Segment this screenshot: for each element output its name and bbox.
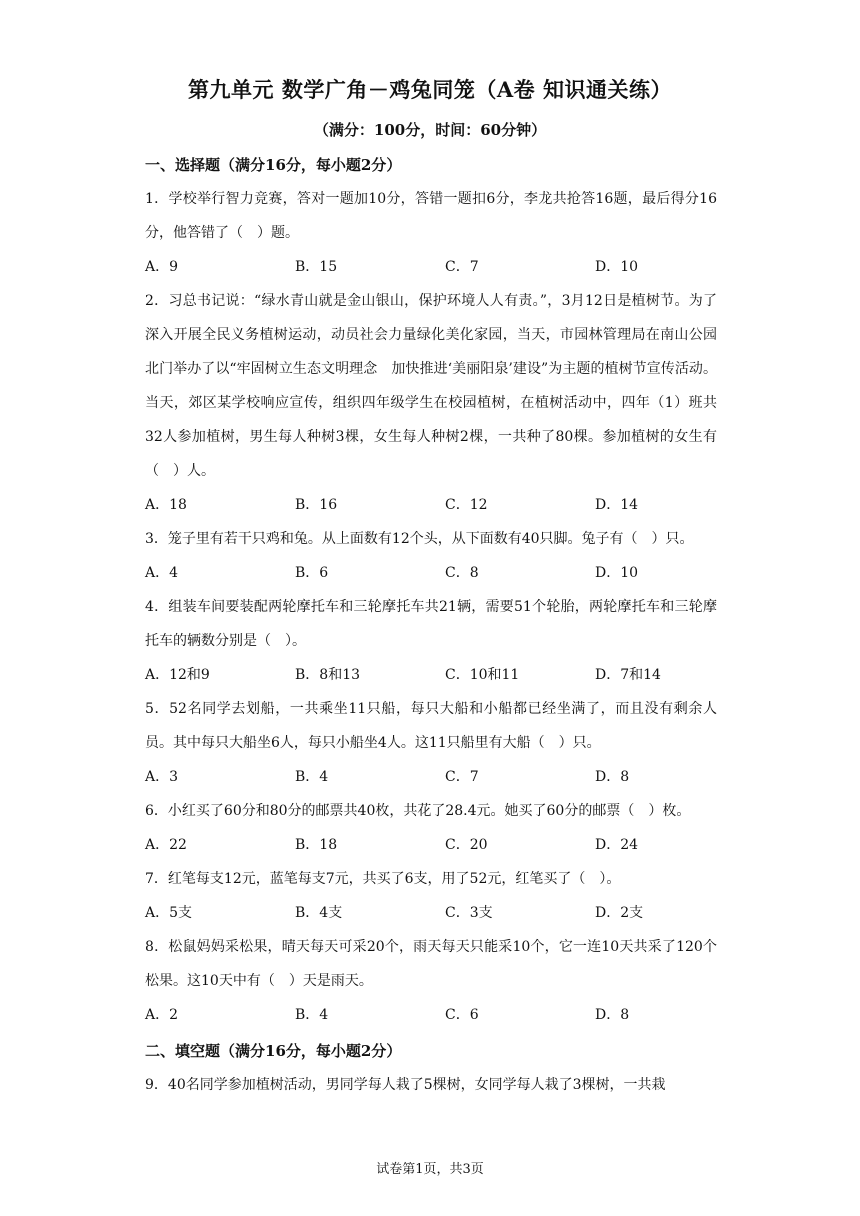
option-c[interactable]: C．12: [445, 497, 488, 513]
question-2: [145, 284, 717, 522]
question-1: [145, 182, 717, 284]
options-row: [145, 488, 717, 522]
question-4: [145, 590, 717, 692]
question-5: [145, 692, 717, 794]
option-b[interactable]: B．16: [295, 497, 338, 513]
question-text: 6．小红买了60分和80分的邮票共40枚，共花了28.4元。她买了60分的邮票（ ）枚。: [145, 803, 691, 819]
question-text: 7．红笔每支12元，蓝笔每支7元，共买了6支，用了52元，红笔买了（ ）。: [145, 871, 621, 887]
options-row: [145, 896, 717, 930]
options-row: [145, 658, 717, 692]
option-b[interactable]: B．4支: [295, 905, 343, 921]
option-d[interactable]: D．2支: [595, 905, 644, 921]
option-d[interactable]: D．10: [595, 259, 639, 275]
option-b[interactable]: B．18: [295, 837, 338, 853]
page-footer: 试卷第1页，共3页: [376, 1162, 484, 1177]
option-c[interactable]: C．8: [445, 565, 479, 581]
options-row: [145, 250, 717, 284]
option-b[interactable]: B．8和13: [295, 667, 361, 683]
options-row: [145, 828, 717, 862]
option-d[interactable]: D．8: [595, 769, 630, 785]
options-row: [145, 556, 717, 590]
question-text: 8．松鼠妈妈采松果，晴天每天可采20个，雨天每天只能采10个，它一连10天共采了120个松果。这10天中有（ ）天是雨天。: [145, 939, 717, 989]
option-b[interactable]: B．4: [295, 1007, 329, 1023]
option-c[interactable]: C．20: [445, 837, 488, 853]
option-d[interactable]: D．7和14: [595, 667, 661, 683]
exam-content: [145, 148, 717, 1102]
option-d[interactable]: D．10: [595, 565, 639, 581]
page-subtitle: （满分：100分，时间：60分钟）: [313, 121, 547, 139]
option-b[interactable]: B．6: [295, 565, 329, 581]
question-text: 5．52名同学去划船，一共乘坐11只船，每只大船和小船都已经坐满了，而且没有剩余人员。其中每只大船坐6人，每只小船坐4人。这11只船里有大船（ ）只。: [145, 701, 717, 751]
option-a[interactable]: A．18: [145, 497, 187, 513]
section-heading-fill: 二、填空题（满分16分，每小题2分）: [145, 1042, 402, 1060]
options-row: [145, 998, 717, 1032]
question-text: 1．学校举行智力竞赛，答对一题加10分，答错一题扣6分，李龙共抢答16题，最后得分16分，他答错了（ ）题。: [145, 191, 717, 241]
question-9-text: 9．40名同学参加植树活动，男同学每人栽了5棵树，女同学每人栽了3棵树，一共栽: [145, 1077, 666, 1093]
question-7: [145, 862, 717, 930]
option-a[interactable]: A．22: [145, 837, 187, 853]
question-6: [145, 794, 717, 862]
option-a[interactable]: A．4: [145, 565, 179, 581]
question-text: 2．习总书记说：“绿水青山就是金山银山，保护环境人人有责。”，3月12日是植树节。为了深入开展全民义务植树运动，动员社会力量绿化美化家园，当天，市园林管理局在南山公园北门举办了以“牢固树立生态文明理念 加快推进‘美丽阳泉’建设”为主题的植树节宣传活动。当天，郊区某学校响应宣传，组织四年级学生在校园植树，在植树活动中，四年（1）班共32人参加植树，男生每人种树3棵，女生每人种树2棵，一共种了80棵。参加植树的女生有（ ）人。: [145, 293, 717, 479]
question-text: 4．组装车间要装配两轮摩托车和三轮摩托车共21辆，需要51个轮胎，两轮摩托车和三轮摩托车的辆数分别是（ ）。: [145, 599, 717, 649]
option-c[interactable]: C．10和11: [445, 667, 520, 683]
option-d[interactable]: D．14: [595, 497, 639, 513]
option-c[interactable]: C．6: [445, 1007, 479, 1023]
options-row: [145, 760, 717, 794]
section-heading-choice: 一、选择题（满分16分，每小题2分）: [145, 156, 402, 174]
option-a[interactable]: A．2: [145, 1007, 179, 1023]
option-d[interactable]: D．24: [595, 837, 639, 853]
question-8: [145, 930, 717, 1032]
option-a[interactable]: A．3: [145, 769, 179, 785]
option-d[interactable]: D．8: [595, 1007, 630, 1023]
option-a[interactable]: A．5支: [145, 905, 193, 921]
question-3: [145, 522, 717, 590]
option-b[interactable]: B．15: [295, 259, 338, 275]
option-b[interactable]: B．4: [295, 769, 329, 785]
option-c[interactable]: C．3支: [445, 905, 493, 921]
option-a[interactable]: A．9: [145, 259, 179, 275]
page-title: 第九单元 数学广角－鸡兔同笼（A卷 知识通关练）: [188, 77, 672, 102]
option-a[interactable]: A．12和9: [145, 667, 210, 683]
option-c[interactable]: C．7: [445, 259, 479, 275]
option-c[interactable]: C．7: [445, 769, 479, 785]
question-text: 3．笼子里有若干只鸡和兔。从上面数有12个头，从下面数有40只脚。兔子有（ ）只。: [145, 531, 694, 547]
